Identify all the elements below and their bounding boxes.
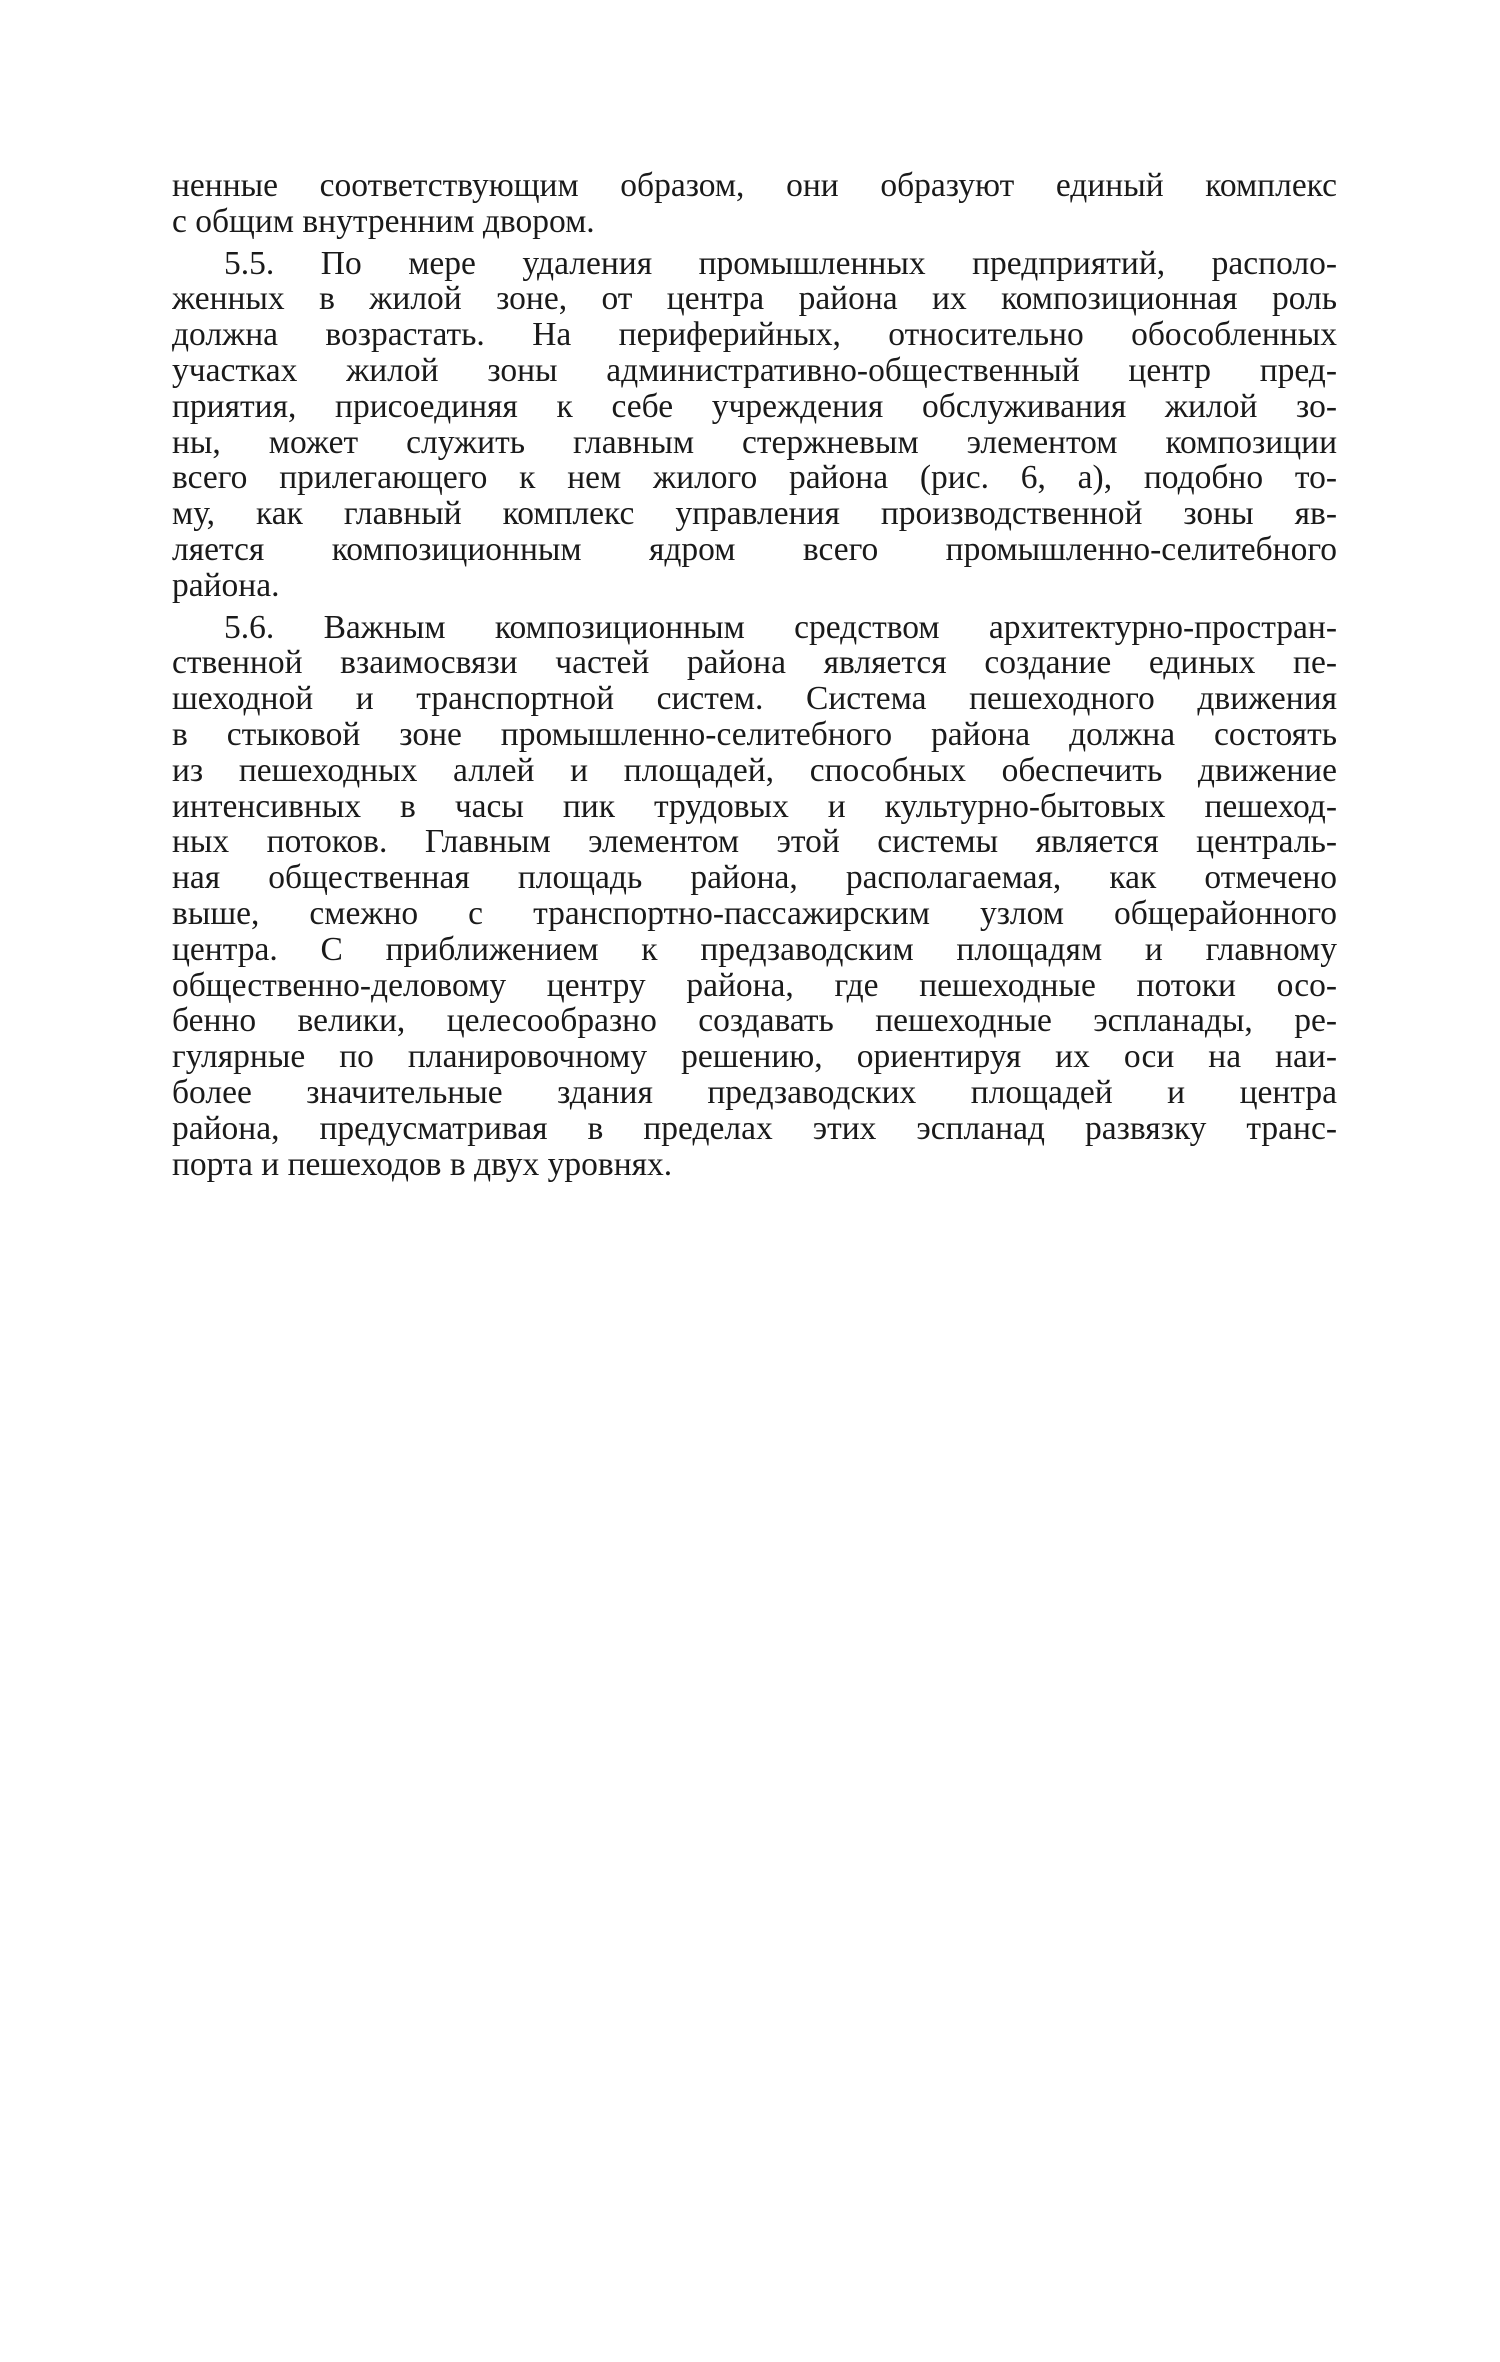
- text-line: интенсивных в часы пик трудовых и культурно-бытовых пешеход-: [172, 788, 1337, 825]
- body-text: [172, 168, 1337, 1182]
- text-line: должна возрастать. На периферийных, относительно обособленных: [172, 317, 1337, 353]
- text-line: более значительные здания предзаводских площадей и центра: [172, 1074, 1337, 1111]
- text-line: ственной взаимосвязи частей района является создание единых пе-: [172, 645, 1337, 682]
- text-line: из пешеходных аллей и площадей, способных обеспечить движение: [172, 752, 1337, 789]
- text-line: шеходной и транспортной систем. Система пешеходного движения: [172, 681, 1337, 717]
- text-line: порта и пешеходов в двух уровнях.: [172, 1146, 673, 1183]
- paragraph-5-6: [172, 610, 1337, 1183]
- text-line: бенно велики, целесообразно создавать пешеходные эспланады, ре-: [172, 1003, 1337, 1040]
- text-line: 5.6. Важным композиционным средством архитектурно-простран-: [224, 609, 1337, 646]
- text-line: участках жилой зоны административно-общественный центр пред-: [172, 352, 1337, 389]
- text-line: ная общественная площадь района, располагаемая, как отмечено: [172, 860, 1337, 896]
- text-line: центра. С приближением к предзаводским площадям и главному: [172, 931, 1337, 968]
- text-line: района.: [172, 567, 280, 604]
- text-line: му, как главный комплекс управления производственной зоны яв-: [172, 496, 1337, 532]
- paragraph-5-5: [172, 246, 1337, 604]
- paragraph-continuation: [172, 168, 1337, 240]
- text-line: женных в жилой зоне, от центра района их композиционная роль: [172, 281, 1337, 318]
- text-line: 5.5. По мере удаления промышленных предприятий, располо-: [224, 245, 1337, 282]
- text-line: гулярные по планировочному решению, ориентируя их оси на наи-: [172, 1039, 1337, 1075]
- text-line: выше, смежно с транспортно-пассажирским узлом общерайонного: [172, 895, 1337, 932]
- text-line: с общим внутренним двором.: [172, 203, 595, 240]
- text-line: ляется композиционным ядром всего промышленно-селитебного: [172, 531, 1337, 568]
- text-line: ны, может служить главным стержневым элементом композиции: [172, 424, 1337, 461]
- text-line: района, предусматривая в пределах этих эспланад развязку транс-: [172, 1110, 1337, 1147]
- text-line: в стыковой зоне промышленно-селитебного района должна состоять: [172, 716, 1337, 753]
- text-line: общественно-деловому центру района, где пешеходные потоки осо-: [172, 967, 1337, 1004]
- text-line: ных потоков. Главным элементом этой системы является централь-: [172, 824, 1337, 861]
- text-line: всего прилегающего к нем жилого района (рис. 6, а), подобно то-: [172, 460, 1337, 497]
- text-line: приятия, присоединяя к себе учреждения обслуживания жилой зо-: [172, 388, 1337, 425]
- text-line: ненные соответствующим образом, они образуют единый комплекс: [172, 168, 1337, 204]
